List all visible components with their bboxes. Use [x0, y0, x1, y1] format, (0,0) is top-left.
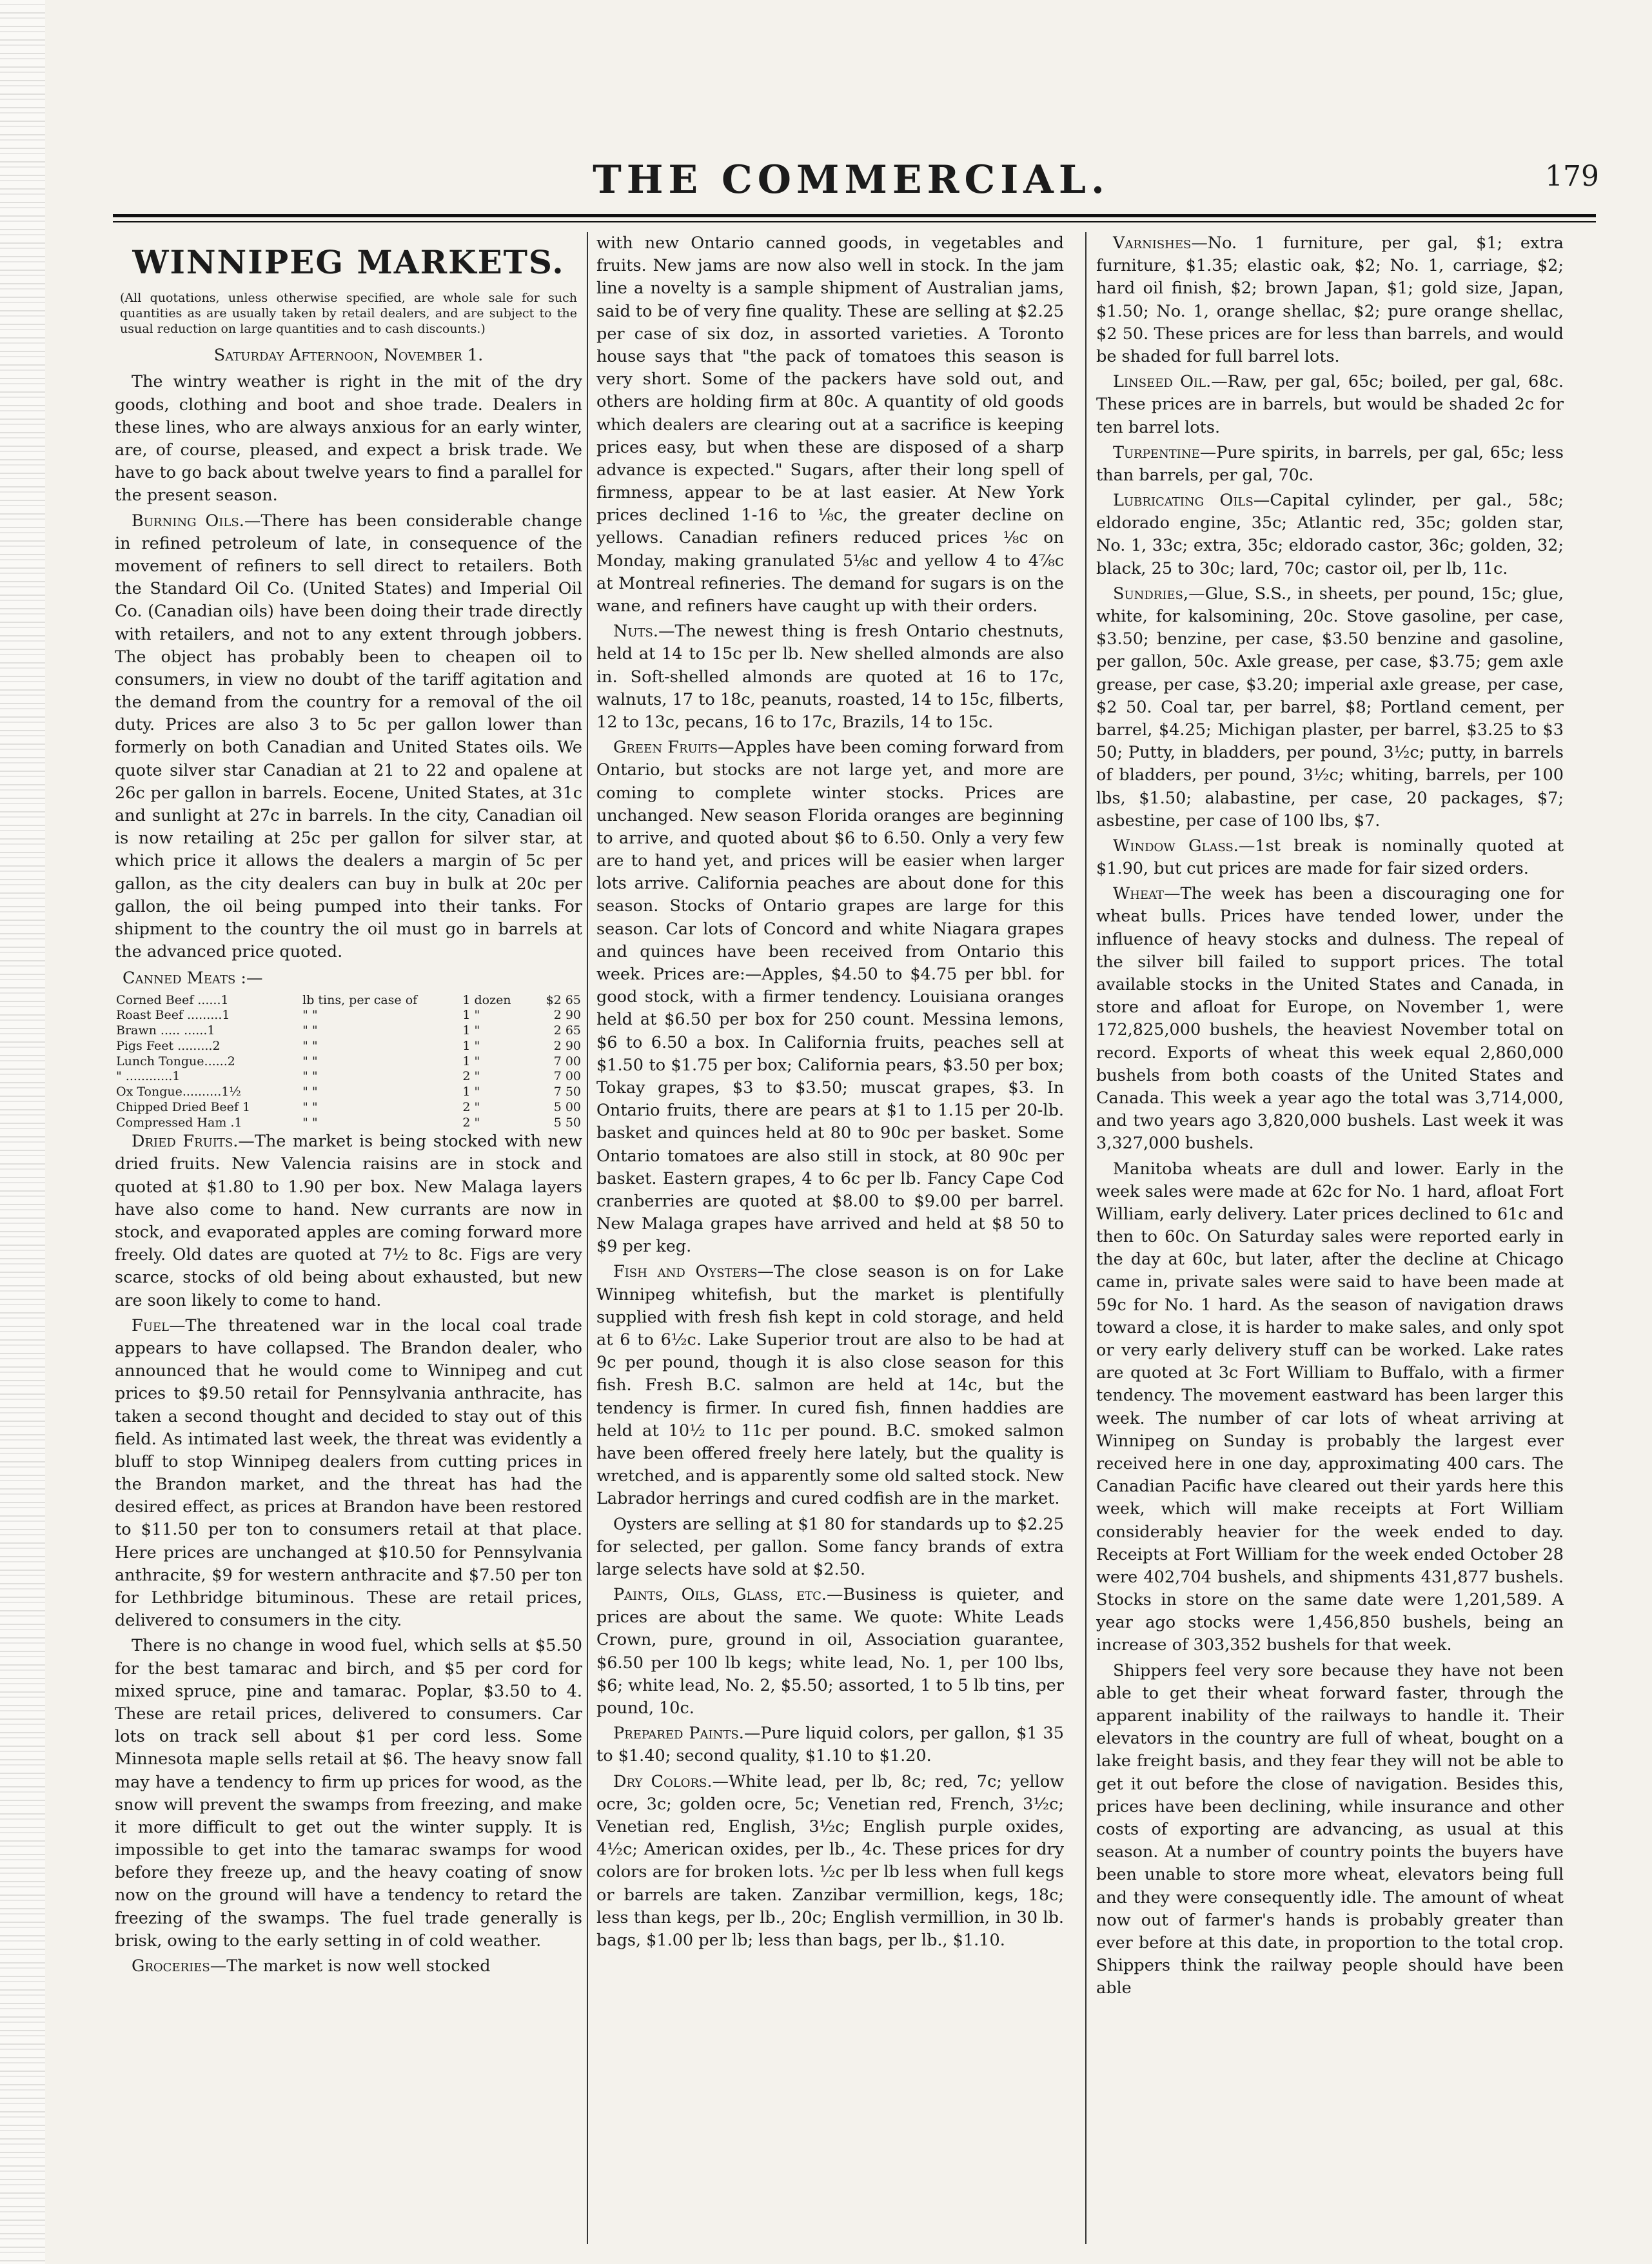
article-paragraph	[1096, 489, 1564, 580]
canned-meats-item: Compressed Ham .1	[116, 1115, 242, 1130]
canned-meats-price: $2 65	[546, 992, 581, 1007]
canned-meats-item: Roast Beef .........1	[116, 1008, 230, 1023]
article-paragraph	[596, 736, 1064, 1258]
canned-meats-unit: " "	[302, 1115, 318, 1130]
paragraph-text: —The week has been a discouraging one for wheat bulls. Prices have tended lower, under the influence of heavy stocks and dulness. The repeal of the silver bill failed to support prices. The total available stocks in the United States and Canada, in store and afloat for Europe, on November 1, were 172,825,000 bushels, the heaviest November total on record. Exports of wheat this week equal 2,860,000 bushels from both coasts of the United States and Canada. This week a year ago the total was 3,714,000, and two years ago 3,820,000 bushels. Last week it was 3,327,000 bushels.	[1096, 884, 1564, 1154]
article-paragraph: Oysters are selling at $1 80 for standards up to $2.25 for selected, per gallon. Some fancy brands of extra large selects have sold at $2.50.	[596, 1514, 1064, 1579]
article-paragraph: Shippers feel very sore because they have not been able to get their wheat forward faster, through the apparent inability of the railways to handle it. Their elevators in the country are full of wheat, bought on a lake freight basis, and they fear they will not be able to get it out before the close of navigation. Besides this, prices have been declining, while insurance and other costs of exporting are advancing, as usual at this season. At a number of country points the buyers have been unable to store more wheat, elevators being full and they were consequently idle. The amount of wheat now out of farmer's hands is probably greater than ever before at this date, in proportion to the total crop. Shippers think the railway people should have been able	[1096, 1660, 1564, 1998]
paragraph-title: Window Glass.	[1113, 836, 1239, 856]
paragraph-title: Turpentine	[1113, 442, 1200, 462]
paragraph-title: Sundries,	[1113, 584, 1189, 604]
paragraph-title: Fish and Oysters	[613, 1262, 758, 1282]
masthead-rule-thick	[113, 214, 1596, 217]
canned-meats-item: Chipped Dried Beef 1	[116, 1099, 251, 1114]
article-paragraph	[1096, 442, 1564, 487]
masthead-rule-thin	[113, 221, 1596, 222]
paragraph-title: Paints, Oils, Glass, etc.	[613, 1585, 827, 1605]
paragraph-title: Groceries	[132, 1956, 210, 1976]
paragraph-text: —The newest thing is fresh Ontario chestnuts, held at 14 to 15c per lb. New shelled almonds are also in. Soft-shelled almonds are quoted at 16 to 17c, walnuts, 17 to 18c, peanuts, roasted, 14 to 15c, filberts, 12 to 13c, pecans, 16 to 17c, Brazils, 14 to 15c.	[596, 622, 1064, 732]
paragraph-title: Fuel	[132, 1315, 169, 1335]
canned-meats-title: Canned Meats :—	[123, 969, 263, 989]
canned-meats-price: 7 50	[553, 1085, 581, 1099]
canned-meats-qty: 2 "	[462, 1115, 480, 1130]
article-paragraph	[1096, 232, 1564, 368]
column-3	[1096, 232, 1564, 2244]
canned-meats-qty: 1 dozen	[462, 992, 511, 1007]
paragraph-title: Lubricating Oils	[1113, 491, 1254, 511]
canned-meats-row	[115, 1116, 582, 1131]
paragraph-title: Wheat	[1113, 884, 1165, 904]
canned-meats-price: 7 00	[553, 1054, 581, 1068]
column-divider	[1085, 232, 1087, 2244]
canned-meats-unit: " "	[302, 1069, 318, 1084]
paragraph-text: —1st break is nominally quoted at $1.90, but cut prices are made for fair sized orders.	[1096, 836, 1564, 879]
paragraph-text: —The close season is on for Lake Winnipeg whitefish, but the market is plentifully supplied with fresh fish kept in cold storage, and held at 6 to 6½c. Lake Superior trout are also to be had at 9c per pound, though it is also close season for this fish. Fresh B.C. salmon are held at 14c, but the tendency is firmer. In cured fish, finnen haddies are held at 10½ to 11c per pound. B.C. smoked salmon have been offered freely here lately, but the quality is wretched, and is apparently some old salted stock. New Labrador herrings and cured codfish are in the market.	[596, 1262, 1064, 1509]
article-paragraph	[115, 1130, 582, 1312]
article-paragraph	[596, 620, 1064, 734]
paragraph-text: —There has been considerable change in refined petroleum of late, in consequence of the movement of refiners to sell direct to retailers. Both the Standard Oil Co. (United States) and Imperial Oil Co. (Canadian oils) have been doing their trade directly with retailers, and not to any extent through jobbers. The object has probably been to cheapen oil to consumers, in view no doubt of the tariff agitation and the demand from the country for a removal of the oil duty. Prices are also 3 to 5c per gallon lower than formerly on both Canadian and United States oils. We quote silver star Canadian at 21 to 22 and opalene at 26c per gallon in barrels. Eocene, United States, at 31c and sunlight at 27c in barrels. In the city, Canadian oil is now retailing at 25c per gallon for silver star, at which price it allows the dealers a margin of 5c per gallon, as the city dealers can buy in bulk at 20c per gallon, the oil being pumped into their tanks. For shipment to the country the oil must go in barrels at the advanced price quoted.	[115, 511, 582, 962]
article-paragraph	[1096, 883, 1564, 1155]
canned-meats-row	[115, 1023, 582, 1039]
article-paragraph: There is no change in wood fuel, which sells at $5.50 for the best tamarac and birch, and $5 per cord for mixed spruce, pine and tamarac. Poplar, $3.50 to 4. These are retail prices, delivered to consumers. Car lots on track sell about $1 per cord less. Some Minnesota maple sells retail at $6. The heavy snow fall may have a tendency to firm up prices for wood, as the snow will prevent the swamps from freezing, and make it more difficult to get out the winter supply. It is impossible to get into the tamarac swamps for wood before they freeze up, and the heavy coating of snow now on the ground will have a tendency to retard the freezing of the swamps. The fuel trade generally is brisk, owing to the early setting in of cold weather.	[115, 1636, 582, 1951]
canned-meats-price: 2 90	[553, 1008, 581, 1023]
column-1	[115, 232, 582, 2244]
canned-meats-price: 2 65	[553, 1023, 581, 1038]
canned-meats-table	[115, 993, 582, 1131]
quotation-note: (All quotations, unless otherwise specified, are whole sale for such quantities as are usually taken by retail dealers, and are subject to the usual reduction on large quantities and to cash discounts.)	[120, 291, 577, 336]
paragraph-title: Prepared Paints.	[613, 1724, 744, 1744]
paragraph-title: Varnishes	[1113, 233, 1192, 253]
paragraph-text: —The market is being stocked with new dried fruits. New Valencia raisins are in stock and quoted at $1.80 to 1.90 per box. New Malaga layers have also come to hand. New currants are now in stock, and evaporated apples are coming forward more freely. Old dates are quoted at 7½ to 8c. Figs are very scarce, stocks of old being about exhausted, but new are soon likely to come to hand.	[115, 1132, 582, 1310]
paragraph-text: —White lead, per lb, 8c; red, 7c; yellow ocre, 3c; golden ocre, 5c; Venetian red, French, 3½c; Venetian red, English, 3½c; English purple oxides, 4½c; American oxides, per lb., 4c. These prices for dry colors are for broken lots. ½c per lb less when full kegs or barrels are taken. Zanzibar vermillion, kegs, 18c; less than kegs, per lb., 20c; English vermillion, in 30 lb. bags, $1.00 per lb; less than bags, per lb., $1.10.	[596, 1771, 1064, 1950]
canned-meats-row	[115, 993, 582, 1009]
canned-meats-unit: " "	[302, 1038, 318, 1053]
column-divider	[587, 232, 588, 2244]
canned-meats-price: 2 90	[553, 1038, 581, 1053]
article-paragraph	[596, 1584, 1064, 1720]
canned-meats-price: 5 00	[553, 1099, 581, 1114]
canned-meats-row	[115, 1069, 582, 1085]
paragraph-title: Dried Fruits.	[132, 1132, 239, 1152]
paragraph-title: Green Fruits	[613, 738, 718, 758]
canned-meats-row	[115, 1085, 582, 1100]
page-binding-edge	[0, 0, 45, 2264]
dateline: Saturday Afternoon, November 1.	[213, 346, 484, 366]
canned-meats-qty: 2 "	[462, 1099, 480, 1114]
paragraph-text: —Pure spirits, in barrels, per gal, 65c; less than barrels, per gal, 70c.	[1096, 442, 1564, 485]
canned-meats-price: 7 00	[553, 1069, 581, 1084]
article-paragraph	[596, 1771, 1064, 1953]
canned-meats-unit: " "	[302, 1008, 318, 1023]
paragraph-text: —Pure liquid colors, per gallon, $1 35 to $1.40; second quality, $1.10 to $1.20.	[596, 1724, 1064, 1766]
paragraph-title: Burning Oils.	[132, 511, 244, 531]
canned-meats-row	[115, 1100, 582, 1116]
article-paragraph: with new Ontario canned goods, in vegetables and fruits. New jams are now also well in stock. In the jam line a novelty is a sample shipment of Australian jams, said to be of very fine quality. These are selling at $2.25 per case of six doz, in assorted varieties. A Toronto house says that "the pack of tomatoes this season is very short. Some of the packers have sold out, and others are holding firm at 80c. A quantity of old goods which dealers are clearing out at a sacrifice is keeping prices easy, but when these are disposed of a sharp advance is expected." Sugars, after their long spell of firmness, appear to be at last easier. At New York prices declined 1-16 to ⅛c, the greater decline on yellows. Canadian refiners reduced prices ⅛c on Monday, making granulated 5⅛c and yellow 4 to 4⅞c at Montreal refineries. The demand for sugars is on the wane, and refiners have caught up with their orders.	[596, 233, 1064, 616]
paragraph-text: —Business is quieter, and prices are about the same. We quote: White Leads Crown, pure, ground in oil, Association guarantee, $6.50 per 100 lb kegs; white lead, No. 1, per 100 lbs, $6; white lead, No. 2, $5.50; assorted, 1 to 5 lb tins, per pound, 10c.	[596, 1585, 1064, 1718]
publication-title: THE COMMERCIAL.	[593, 157, 1110, 202]
canned-meats-row	[115, 1039, 582, 1054]
canned-meats-unit: " "	[302, 1085, 318, 1099]
canned-meats-qty: 1 "	[462, 1038, 480, 1053]
canned-meats-item: Lunch Tongue......2	[116, 1054, 235, 1068]
article-paragraph	[1096, 583, 1564, 832]
article-paragraph: Manitoba wheats are dull and lower. Early in the week sales were made at 62c for No. 1 hard, afloat Fort William, early delivery. Later prices declined to 61c and then to 60c. On Saturday sales were reported early in the day at 60c, but later, after the decline at Chicago came in, private sales were said to have been made at 59c for No. 1 hard. As the season of navigation draws toward a close, it is harder to make sales, and only spot or very early delivery stuff can be worked. Lake rates are quoted at 3c Fort William to Buffalo, with a firmer tendency. The movement eastward has been larger this week. The number of car lots of wheat arriving at Winnipeg on Sunday is probably the largest ever received here in one day, approximating 400 cars. The Canadian Pacific have cleared out their yards here this week, which will make receipts at Fort William considerably heavier for the week ended to day. Receipts at Fort William for the week ended October 28 were 402,704 bushels, and shipments 431,877 bushels. Stocks in store on the same date were 1,201,589. A year ago stocks were 1,456,850 bushels, being an increase of 303,352 bushels for that week.	[1096, 1159, 1564, 1655]
article-paragraph	[115, 510, 582, 964]
canned-meats-price: 5 50	[553, 1115, 581, 1130]
canned-meats-row	[115, 1008, 582, 1023]
article-paragraph: The wintry weather is right in the mit of the dry goods, clothing and boot and shoe trade. Dealers in these lines, who are always anxious for an early winter, are, of course, pleased, and expect a brisk trade. We have to go back about twelve years to find a parallel for the present season.	[115, 372, 582, 506]
paragraph-text: —No. 1 furniture, per gal, $1; extra furniture, $1.35; elastic oak, $2; No. 1, carriage, $2; hard oil finish, $2; brown Japan, $1; gold size, Japan, $1.50; No. 1, orange shellac, $2; pure orange shellac, $2 50. These prices are for less than barrels, and would be shaded for full barrel lots.	[1096, 233, 1564, 366]
paragraph-title: Dry Colors.	[613, 1771, 713, 1791]
canned-meats-unit: " "	[302, 1023, 318, 1038]
paragraph-text: —Apples have been coming forward from Ontario, but stocks are not large yet, and more are coming to complete winter stocks. Prices are unchanged. New season Florida oranges are beginning to arrive, and quoted about $6 to 6.50. Only a very few are to hand yet, and prices will be easier when larger lots arrive. California peaches are about done for this season. Stocks of Ontario grapes are large for this season. Car lots of Concord and white Niagara grapes and quinces have been received from Ontario this week. Prices are:—Apples, $4.50 to $4.75 per bbl. for good stock, with a firmer tendency. Louisiana oranges held at $6.50 per box for 250 count. Messina lemons, $6 to 6.50 a box. In California fruits, peaches sell at $1.50 to $1.75 per box; California pears, $3.50 per box; Tokay grapes, $3 to $3.50; muscat grapes, $3. In Ontario fruits, there are pears at $1 to 1.15 per 20-lb. basket and quinces held at 80 to 90c per basket. Some Ontario tomatoes are also still in stock, at 80 90c per basket. Eastern grapes, 4 to 6c per lb. Fancy Cape Cod cranberries are quoted at $8.00 to $9.00 per barrel. New Malaga grapes have arrived and held at $8 50 to $9 per keg.	[596, 738, 1064, 1257]
paragraph-text: —Raw, per gal, 65c; boiled, per gal, 68c. These prices are in barrels, but would be shaded 2c for ten barrel lots.	[1096, 372, 1564, 437]
paragraph-text: —The market is now well stocked	[210, 1956, 491, 1976]
section-heading: WINNIPEG MARKETS.	[132, 243, 565, 281]
article-paragraph	[1096, 371, 1564, 439]
canned-meats-item: " ............1	[116, 1069, 181, 1084]
canned-meats-qty: 2 "	[462, 1069, 480, 1084]
canned-meats-qty: 1 "	[462, 1054, 480, 1068]
canned-meats-unit: lb tins, per case of	[302, 992, 418, 1007]
paragraph-text: —The threatened war in the local coal trade appears to have collapsed. The Brandon dealer, who announced that he would come to Winnipeg and cut prices to $9.50 retail for Pennsylvania anthracite, has taken a second thought and decided to stay out of this field. As intimated last week, the threat was evidently a bluff to stop Winnipeg dealers from cutting prices in the Brandon market, and the threat has had the desired effect, as prices at Brandon have been restored to $11.50 per ton to consumers retail at that place. Here prices are unchanged at $10.50 for Pennsylvania anthracite, $9 for western anthracite and $7.50 per ton for Lethbridge bituminous. These are retail prices, delivered to consumers in the city.	[115, 1315, 582, 1631]
canned-meats-qty: 1 "	[462, 1023, 480, 1038]
canned-meats-unit: " "	[302, 1099, 318, 1114]
paragraph-title: Linseed Oil.	[1113, 372, 1212, 392]
canned-meats-qty: 1 "	[462, 1008, 480, 1023]
canned-meats-item: Pigs Feet .........2	[116, 1038, 221, 1053]
column-2	[596, 232, 1064, 2244]
canned-meats-item: Corned Beef ......1	[116, 992, 229, 1007]
canned-meats-qty: 1 "	[462, 1085, 480, 1099]
paragraph-title: Nuts.	[613, 622, 658, 642]
article-paragraph	[115, 1315, 582, 1633]
canned-meats-item: Brawn ..... ......1	[116, 1023, 215, 1038]
page-number: 179	[1545, 160, 1599, 193]
masthead	[103, 141, 1599, 212]
article-paragraph	[596, 1261, 1064, 1510]
article-paragraph	[115, 1955, 582, 1978]
canned-meats-unit: " "	[302, 1054, 318, 1068]
paragraph-text: —Capital cylinder, per gal., 58c; eldorado engine, 35c; Atlantic red, 35c; golden star, No. 1, 33c; extra, 35c; eldorado castor, 36c; golden, 32; black, 25 to 30c; lard, 70c; castor oil, per lb, 11c.	[1096, 491, 1564, 578]
canned-meats-item: Ox Tongue..........1½	[116, 1085, 241, 1099]
article-paragraph	[1096, 835, 1564, 880]
paragraph-text: —Glue, S.S., in sheets, per pound, 15c; glue, white, for kalsomining, 20c. Stove gasoline, per case, $3.50; benzine, per case, $3.50 benzine and gasoline, per gallon, 50c. Axle grease, per case, $3.75; gem axle grease, per case, $3.20; imperial axle grease, per case, $2 50. Coal tar, per barrel, $8; Portland cement, per barrel, $4.25; Michigan plaster, per barrel, $3.25 to $3 50; Putty, in bladders, per pound, 3½c; putty, in barrels of bladders, per pound, 3½c; whiting, barrels, per 100 lbs, $1.50; alabastine, per case, 20 packages, $7; asbestine, per case of 100 lbs, $7.	[1096, 584, 1564, 831]
canned-meats-row	[115, 1054, 582, 1070]
article-paragraph	[596, 1722, 1064, 1767]
